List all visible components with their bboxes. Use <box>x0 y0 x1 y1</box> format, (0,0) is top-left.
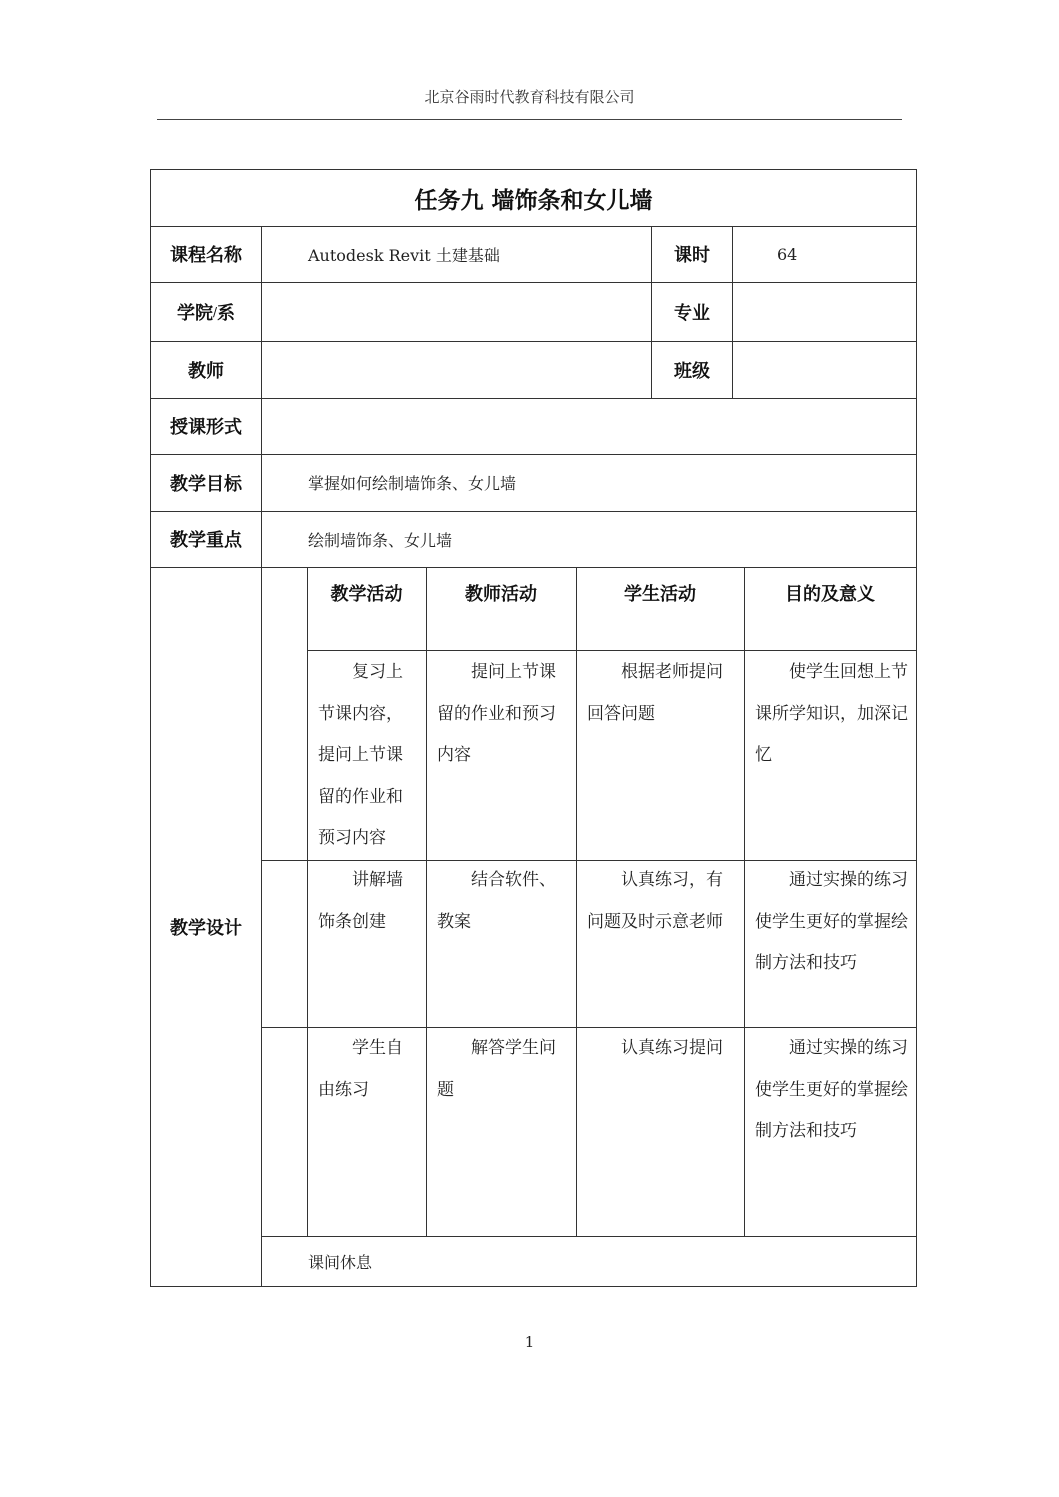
teaching-key-label: 教学重点 <box>170 530 242 551</box>
design-cell: 通过实操的练习使学生更好的掌握绘制方法和技巧 <box>755 870 908 973</box>
course-name-value: Autodesk Revit 土建基础 <box>308 245 500 265</box>
page-header-company: 北京谷雨时代教育科技有限公司 <box>424 88 635 106</box>
teaching-key-value: 绘制墙饰条、女儿墙 <box>308 530 453 550</box>
row-divider <box>151 226 916 227</box>
design-cell: 通过实操的练习使学生更好的掌握绘制方法和技巧 <box>755 1038 908 1141</box>
college-label-text: 学院 <box>176 302 213 324</box>
row-divider <box>151 282 916 283</box>
row-divider <box>151 398 916 399</box>
row-divider <box>307 650 916 651</box>
row-divider <box>151 341 916 342</box>
col-divider <box>426 567 427 1236</box>
col-divider <box>576 567 577 1236</box>
col-divider <box>261 226 262 1286</box>
column-header-teaching-activity: 教学活动 <box>330 584 403 605</box>
teaching-form-label: 授课形式 <box>170 417 242 438</box>
design-cell: 结合软件、教案 <box>437 870 556 932</box>
page-number: 1 <box>524 1333 535 1351</box>
teaching-goal-label: 教学目标 <box>170 473 242 495</box>
teaching-design-label: 教学设计 <box>170 917 242 939</box>
design-cell: 根据老师提问回答问题 <box>587 662 723 724</box>
college-label <box>151 282 261 341</box>
design-cell: 复习上节课内容，提问上节课留的作业和预习内容 <box>318 662 403 848</box>
class-label: 班级 <box>674 360 710 382</box>
teacher-label: 教师 <box>188 360 224 382</box>
column-header-purpose: 目的及意义 <box>785 584 875 605</box>
row-divider <box>151 567 916 568</box>
design-cell: 认真练习，有问题及时示意老师 <box>587 870 723 932</box>
design-cell: 讲解墙饰条创建 <box>318 870 403 932</box>
course-name-label: 课程名称 <box>170 245 242 266</box>
design-cell: 提问上节课留的作业和预习内容 <box>437 662 556 765</box>
design-cell: 解答学生问题 <box>437 1038 556 1100</box>
college-label-suffix: 系 <box>217 302 236 324</box>
header-rule <box>157 119 902 120</box>
college-label-slash: / <box>212 304 218 319</box>
design-cell: 使学生回想上节课所学知识，加深记忆 <box>755 662 908 765</box>
teaching-goal-value: 掌握如何绘制墙饰条、女儿墙 <box>308 474 517 493</box>
col-divider <box>307 567 308 1236</box>
column-header-teacher-activity: 教师活动 <box>465 584 537 605</box>
break-text: 课间休息 <box>308 1252 373 1272</box>
column-header-student-activity: 学生活动 <box>624 584 696 605</box>
design-cell: 学生自由练习 <box>318 1038 403 1100</box>
class-hours-label: 课时 <box>674 245 710 266</box>
col-divider <box>732 226 733 398</box>
row-divider <box>151 454 916 455</box>
design-cell: 认真练习提问 <box>621 1038 723 1058</box>
col-divider <box>744 567 745 1236</box>
class-hours-value: 64 <box>777 244 798 264</box>
lesson-title: 任务九 墙饰条和女儿墙 <box>414 187 653 214</box>
major-label: 专业 <box>674 302 710 324</box>
row-divider <box>151 511 916 512</box>
